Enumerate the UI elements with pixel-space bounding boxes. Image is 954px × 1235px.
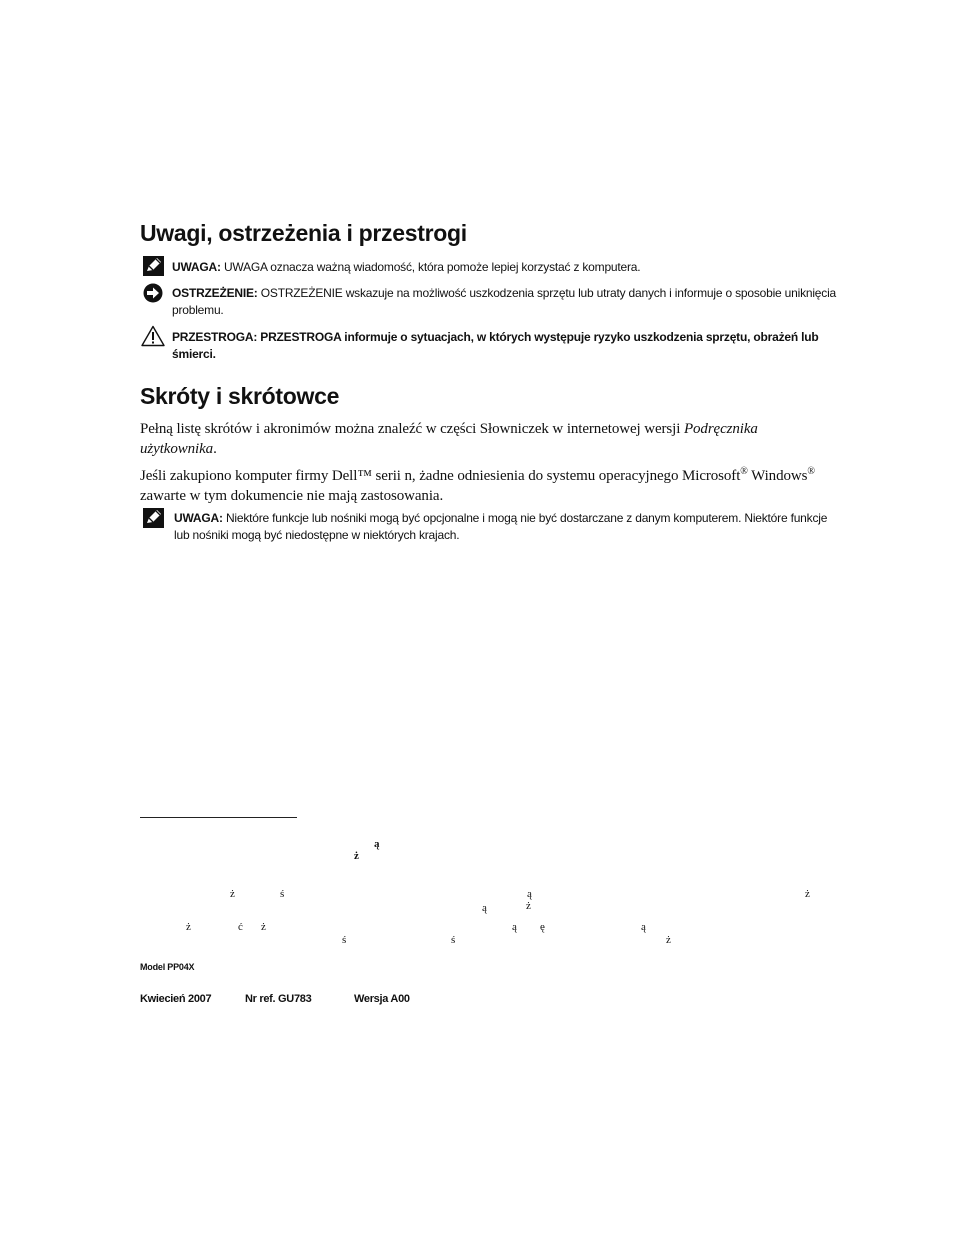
paragraph-text: zawarte w tym dokumencie nie mają zastosowania. (140, 488, 444, 504)
glyph-fragment: ż (526, 900, 531, 912)
warning-label: OSTRZEŻENIE: (172, 286, 258, 300)
glyph-fragment: ć (238, 921, 243, 933)
guide-title: Podręcznika użytkownika (140, 421, 758, 457)
note-przestroga (172, 329, 852, 363)
registered-mark: ® (807, 466, 815, 477)
heading-notes-warnings: Uwagi, ostrzeżenia i przestrogi (140, 220, 467, 246)
caution-text: PRZESTROGA informuje o sytuacjach, w których występuje ryzyko uszkodzenia sprzętu, obrażeń lub śmierci. (172, 330, 819, 361)
glyph-fragment: ą (374, 838, 380, 850)
glyph-fragment: ę (540, 921, 545, 933)
glyph-fragment: ś (280, 888, 285, 900)
footer-reference: Nr ref. GU783 (245, 993, 312, 1005)
notice-arrow-icon (143, 283, 163, 303)
pencil-note-icon (143, 508, 164, 528)
glyph-fragment: ą (482, 902, 487, 914)
glyph-fragment: ż (666, 934, 671, 946)
glyph-fragment: ż (805, 888, 810, 900)
footer-date: Kwiecień 2007 (140, 993, 212, 1005)
glyph-fragment: ą (641, 921, 646, 933)
glyph-fragment: ą (512, 921, 517, 933)
note-label: UWAGA: (172, 260, 221, 274)
glyph-fragment: ż (230, 888, 235, 900)
paragraph-windows (140, 462, 820, 506)
glyph-fragment: ą (527, 888, 532, 900)
glyph-fragment: ś (451, 934, 456, 946)
warning-text: OSTRZEŻENIE wskazuje na możliwość uszkodzenia sprzętu lub utraty danych i informuje o sposobie uniknięcia problemu. (172, 286, 837, 317)
registered-mark: ® (740, 466, 748, 477)
paragraph-text: Jeśli zakupiono komputer firmy Dell™ serii n, żadne odniesienia do systemu operacyjnego Microsoft (140, 468, 741, 484)
note-text: Niektóre funkcje lub nośniki mogą być opcjonalne i mogą nie być dostarczane z danym komputerem. Niektóre funkcje lub nośniki mogą być niedostępne w niektórych krajach. (174, 511, 828, 542)
warning-triangle-icon (141, 325, 165, 347)
divider-line (140, 817, 297, 818)
pencil-note-icon (143, 256, 164, 276)
paragraph-abbreviations (140, 419, 820, 459)
paragraph-end: . (213, 441, 217, 457)
paragraph-text: Pełną listę skrótów i akronimów można znaleźć w części Słowniczek w internetowej wersji (140, 421, 684, 437)
footer-version: Wersja A00 (354, 993, 410, 1005)
note-uwaga (172, 259, 852, 276)
caution-label: PRZESTROGA: (172, 330, 258, 344)
note-ostrzezenie (172, 285, 854, 319)
note-text: UWAGA oznacza ważną wiadomość, która pomoże lepiej korzystać z komputera. (223, 260, 641, 274)
note-optional-features (174, 510, 834, 544)
glyph-fragment: ż (354, 850, 359, 862)
model-number: Model PP04X (140, 962, 195, 972)
glyph-fragment: ś (342, 934, 347, 946)
note-label: UWAGA: (174, 511, 223, 525)
heading-abbreviations: Skróty i skrótowce (140, 383, 340, 409)
glyph-fragment: ż (186, 921, 191, 933)
paragraph-text: Windows (747, 468, 808, 484)
glyph-fragment: ż (261, 921, 266, 933)
